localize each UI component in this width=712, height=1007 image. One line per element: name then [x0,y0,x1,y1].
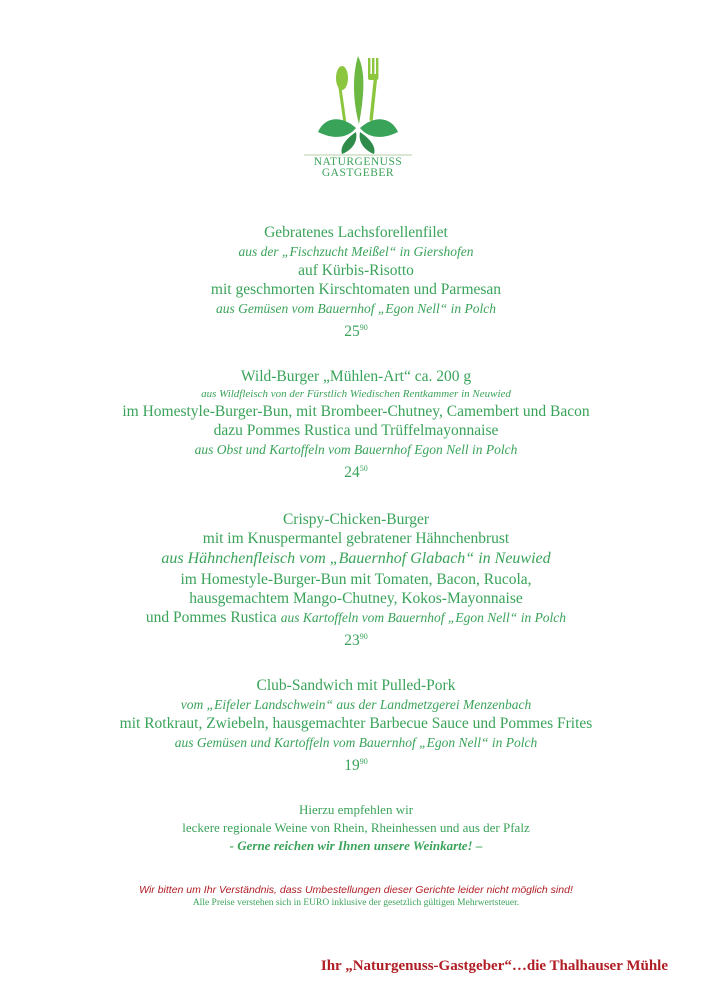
dish-title: Wild-Burger „Mühlen-Art“ ca. 200 g [240,368,472,385]
footer-signature: Ihr „Naturgenuss-Gastgeber“…die Thalhauser Mühle [320,958,668,974]
fork-spoon-leaves-icon [296,52,420,156]
recommendation-text: leckere regionale Weine von Rhein, Rheinhessen und aus der Pfalz [182,820,530,835]
dish-description: mit Rotkraut, Zwiebeln, hausgemachter Barbecue Sauce und Pommes Frites [119,715,593,732]
dish-2 [0,367,712,482]
dish-description: mit im Knuspermantel gebratener Hähnchenbrust [202,530,510,547]
logo [296,52,420,182]
dish-origin: aus Hähnchenfleisch vom „Bauernhof Glabach“ in Neuwied [161,550,551,567]
dish-title: Club-Sandwich mit Pulled-Pork [256,677,456,694]
dish-origin: aus der „Fischzucht Meißel“ in Giershofen [238,244,474,259]
dish-source: aus Gemüsen und Kartoffeln vom Bauernhof „Egon Nell“ in Polch [174,735,538,750]
dish-description: und Pommes Rustica aus Kartoffeln vom Bauernhof „Egon Nell“ in Polch [145,609,567,626]
dish-description: dazu Pommes Rustica und Trüffelmayonnaise [213,422,499,439]
dish-4 [0,676,712,775]
dish-1 [0,223,712,341]
wine-recommendation [0,801,712,855]
notice-block [0,883,712,910]
no-changes-notice: Wir bitten um Ihr Verständnis, dass Umbestellungen dieser Gerichte leider nicht möglich sind! [139,884,573,896]
logo-text-naturgenuss: NATURGENUSS [313,156,403,168]
dish-price: $25^{90}$ [344,323,368,340]
dish-description: mit geschmorten Kirschtomaten und Parmesan [210,281,502,298]
dish-price: $23^{90}$ [344,632,368,649]
dish-description: im Homestyle-Burger-Bun mit Tomaten, Bacon, Rucola, [180,571,532,588]
dish-price: $19^{90}$ [344,757,368,774]
dish-source: aus Obst und Kartoffeln vom Bauernhof Egon Nell in Polch [194,442,518,457]
dish-description: im Homestyle-Burger-Bun, mit Brombeer-Chutney, Camembert und Bacon [122,403,590,420]
dish-title: Crispy-Chicken-Burger [282,511,430,528]
dish-title: Gebratenes Lachsforellenfilet [264,224,448,241]
dish-description: hausgemachtem Mango-Chutney, Kokos-Mayonnaise [189,590,523,607]
dish-origin: aus Wildfleisch von der Fürstlich Wiedischen Rentkammer in Neuwied [201,388,511,400]
logo-text-gastgeber: GASTGEBER [321,167,395,179]
price-fine-print: Alle Preise verstehen sich in EURO inklusive der gesetzlich gültigen Mehrwertsteuer. [192,898,520,908]
recommendation-wine-list: - Gerne reichen wir Ihnen unsere Weinkarte! – [229,838,483,853]
dish-origin: vom „Eifeler Landschwein“ aus der Landmetzgerei Menzenbach [180,697,532,712]
dish-description: auf Kürbis-Risotto [298,262,414,279]
dish-3 [0,510,712,650]
dish-price: $24^{50}$ [344,464,368,481]
dish-source: aus Gemüsen vom Bauernhof „Egon Nell“ in Polch [215,301,497,316]
recommendation-intro: Hierzu empfehlen wir [298,802,414,817]
dish-source: aus Kartoffeln vom Bauernhof „Egon Nell“ in Polch [280,610,567,625]
